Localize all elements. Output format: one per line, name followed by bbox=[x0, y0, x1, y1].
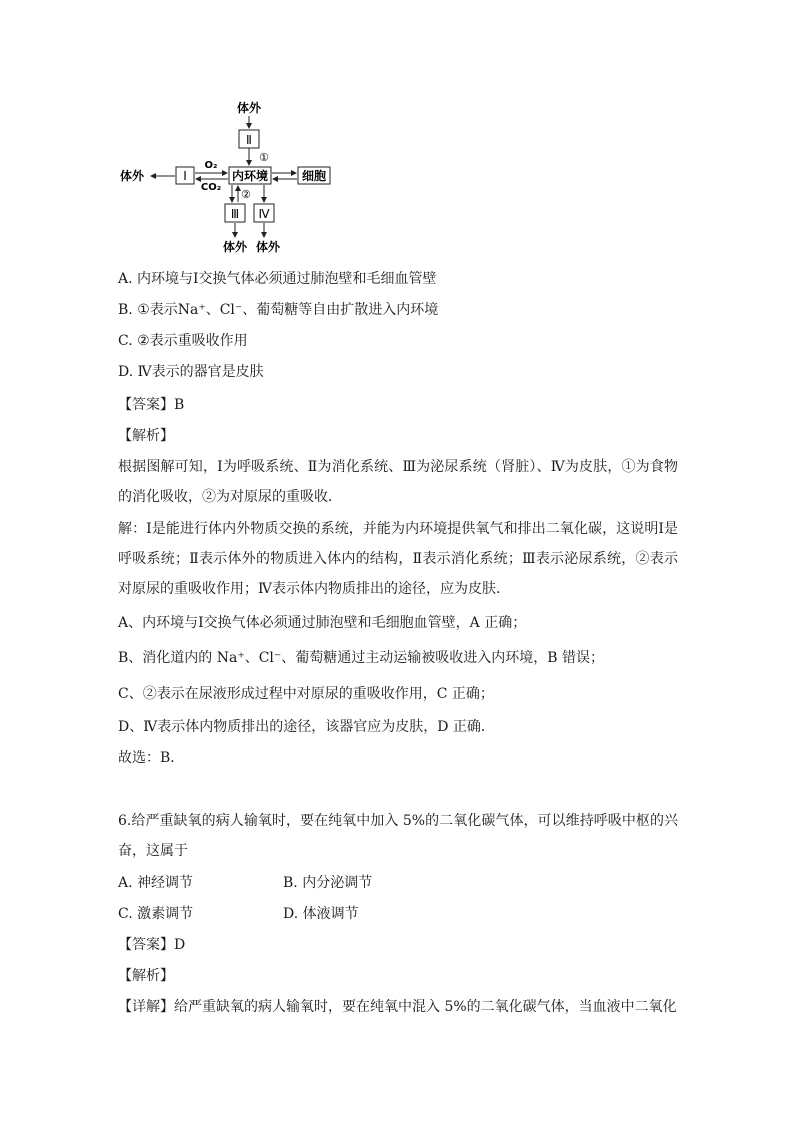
marker-2: ② bbox=[241, 188, 251, 201]
inner-environment-diagram bbox=[118, 98, 338, 256]
label-CO2: CO₂ bbox=[200, 182, 222, 193]
q5-option-d: D. Ⅳ表示的器官是皮肤 bbox=[118, 364, 264, 380]
q5-analysis-summary: 根据图解可知，Ⅰ为呼吸系统、Ⅱ为消化系统、Ⅲ为泌尿系统（肾脏）、Ⅳ为皮肤，①为食物的消化吸收，②为对原尿的重吸收． bbox=[118, 459, 678, 505]
box-III-label: Ⅲ bbox=[230, 207, 240, 221]
q5-final-answer: 故选：B． bbox=[118, 750, 185, 766]
box-II-label: Ⅱ bbox=[246, 133, 252, 147]
q5-analysis-heading: 【解析】 bbox=[118, 428, 174, 444]
q5-analysis-explanation: 解：Ⅰ是能进行体内外物质交换的系统，并能为内环境提供氧气和排出二氧化碳，这说明Ⅰ是呼吸系统；Ⅱ表示体外的物质进入体内的结构，Ⅱ表示消化系统；Ⅲ表示泌尿系统，②表示对原尿的重吸收作用；Ⅳ表示体内物质排出的途径，应为皮肤． bbox=[118, 521, 678, 597]
q6-stem: 6.给严重缺氧的病人输氧时，要在纯氧中加入 5%的二氧化碳气体，可以维持呼吸中枢的兴奋，这属于 bbox=[118, 813, 678, 859]
box-I-label: Ⅰ bbox=[183, 169, 187, 183]
cell-label: 细胞 bbox=[301, 169, 327, 183]
q6-option-a: A. 神经调节 bbox=[118, 875, 194, 891]
q5-answer: 【答案】B bbox=[118, 397, 185, 413]
box-IV-label: Ⅳ bbox=[258, 207, 270, 221]
q5-option-a: A. 内环境与Ⅰ交换气体必须通过肺泡壁和毛细血管壁 bbox=[118, 271, 437, 287]
q6-analysis-heading: 【解析】 bbox=[118, 968, 174, 984]
label-outside-bottom-right: 体外 bbox=[255, 240, 281, 254]
label-outside-top: 体外 bbox=[236, 101, 262, 115]
label-O2: O₂ bbox=[204, 160, 218, 171]
q6-option-d: D. 体液调节 bbox=[283, 906, 359, 922]
label-outside-bottom-left: 体外 bbox=[222, 240, 248, 254]
q5-analysis-d: D、Ⅳ表示体内物质排出的途径，该器官应为皮肤，D 正确． bbox=[118, 719, 495, 735]
q5-analysis-a: A、内环境与Ⅰ交换气体必须通过肺泡壁和毛细胞血管壁，A 正确； bbox=[118, 615, 527, 631]
inner-environment-label: 内环境 bbox=[231, 169, 269, 183]
q6-options-row-1 bbox=[118, 873, 372, 893]
q5-analysis-c: C、②表示在尿液形成过程中对原尿的重吸收作用，C 正确； bbox=[118, 686, 494, 702]
q6-options-row-2 bbox=[118, 904, 359, 924]
q5-option-b: B. ①表示Na⁺、Cl⁻、葡萄糖等自由扩散进入内环境 bbox=[118, 302, 439, 318]
q5-analysis-b: B、消化道内的 Na⁺、Cl⁻、葡萄糖通过主动运输被吸收进入内环境，B 错误； bbox=[118, 650, 605, 666]
q6-option-b: B. 内分泌调节 bbox=[283, 875, 373, 891]
q6-option-c: C. 激素调节 bbox=[118, 906, 194, 922]
label-outside-left: 体外 bbox=[120, 169, 145, 183]
marker-1: ① bbox=[259, 151, 269, 164]
q5-option-c: C. ②表示重吸收作用 bbox=[118, 333, 248, 349]
q6-detail: 【详解】给严重缺氧的病人输氧时，要在纯氧中混入 5%的二氧化碳气体，当血液中二氧化 bbox=[118, 999, 677, 1015]
q6-answer: 【答案】D bbox=[118, 937, 186, 953]
